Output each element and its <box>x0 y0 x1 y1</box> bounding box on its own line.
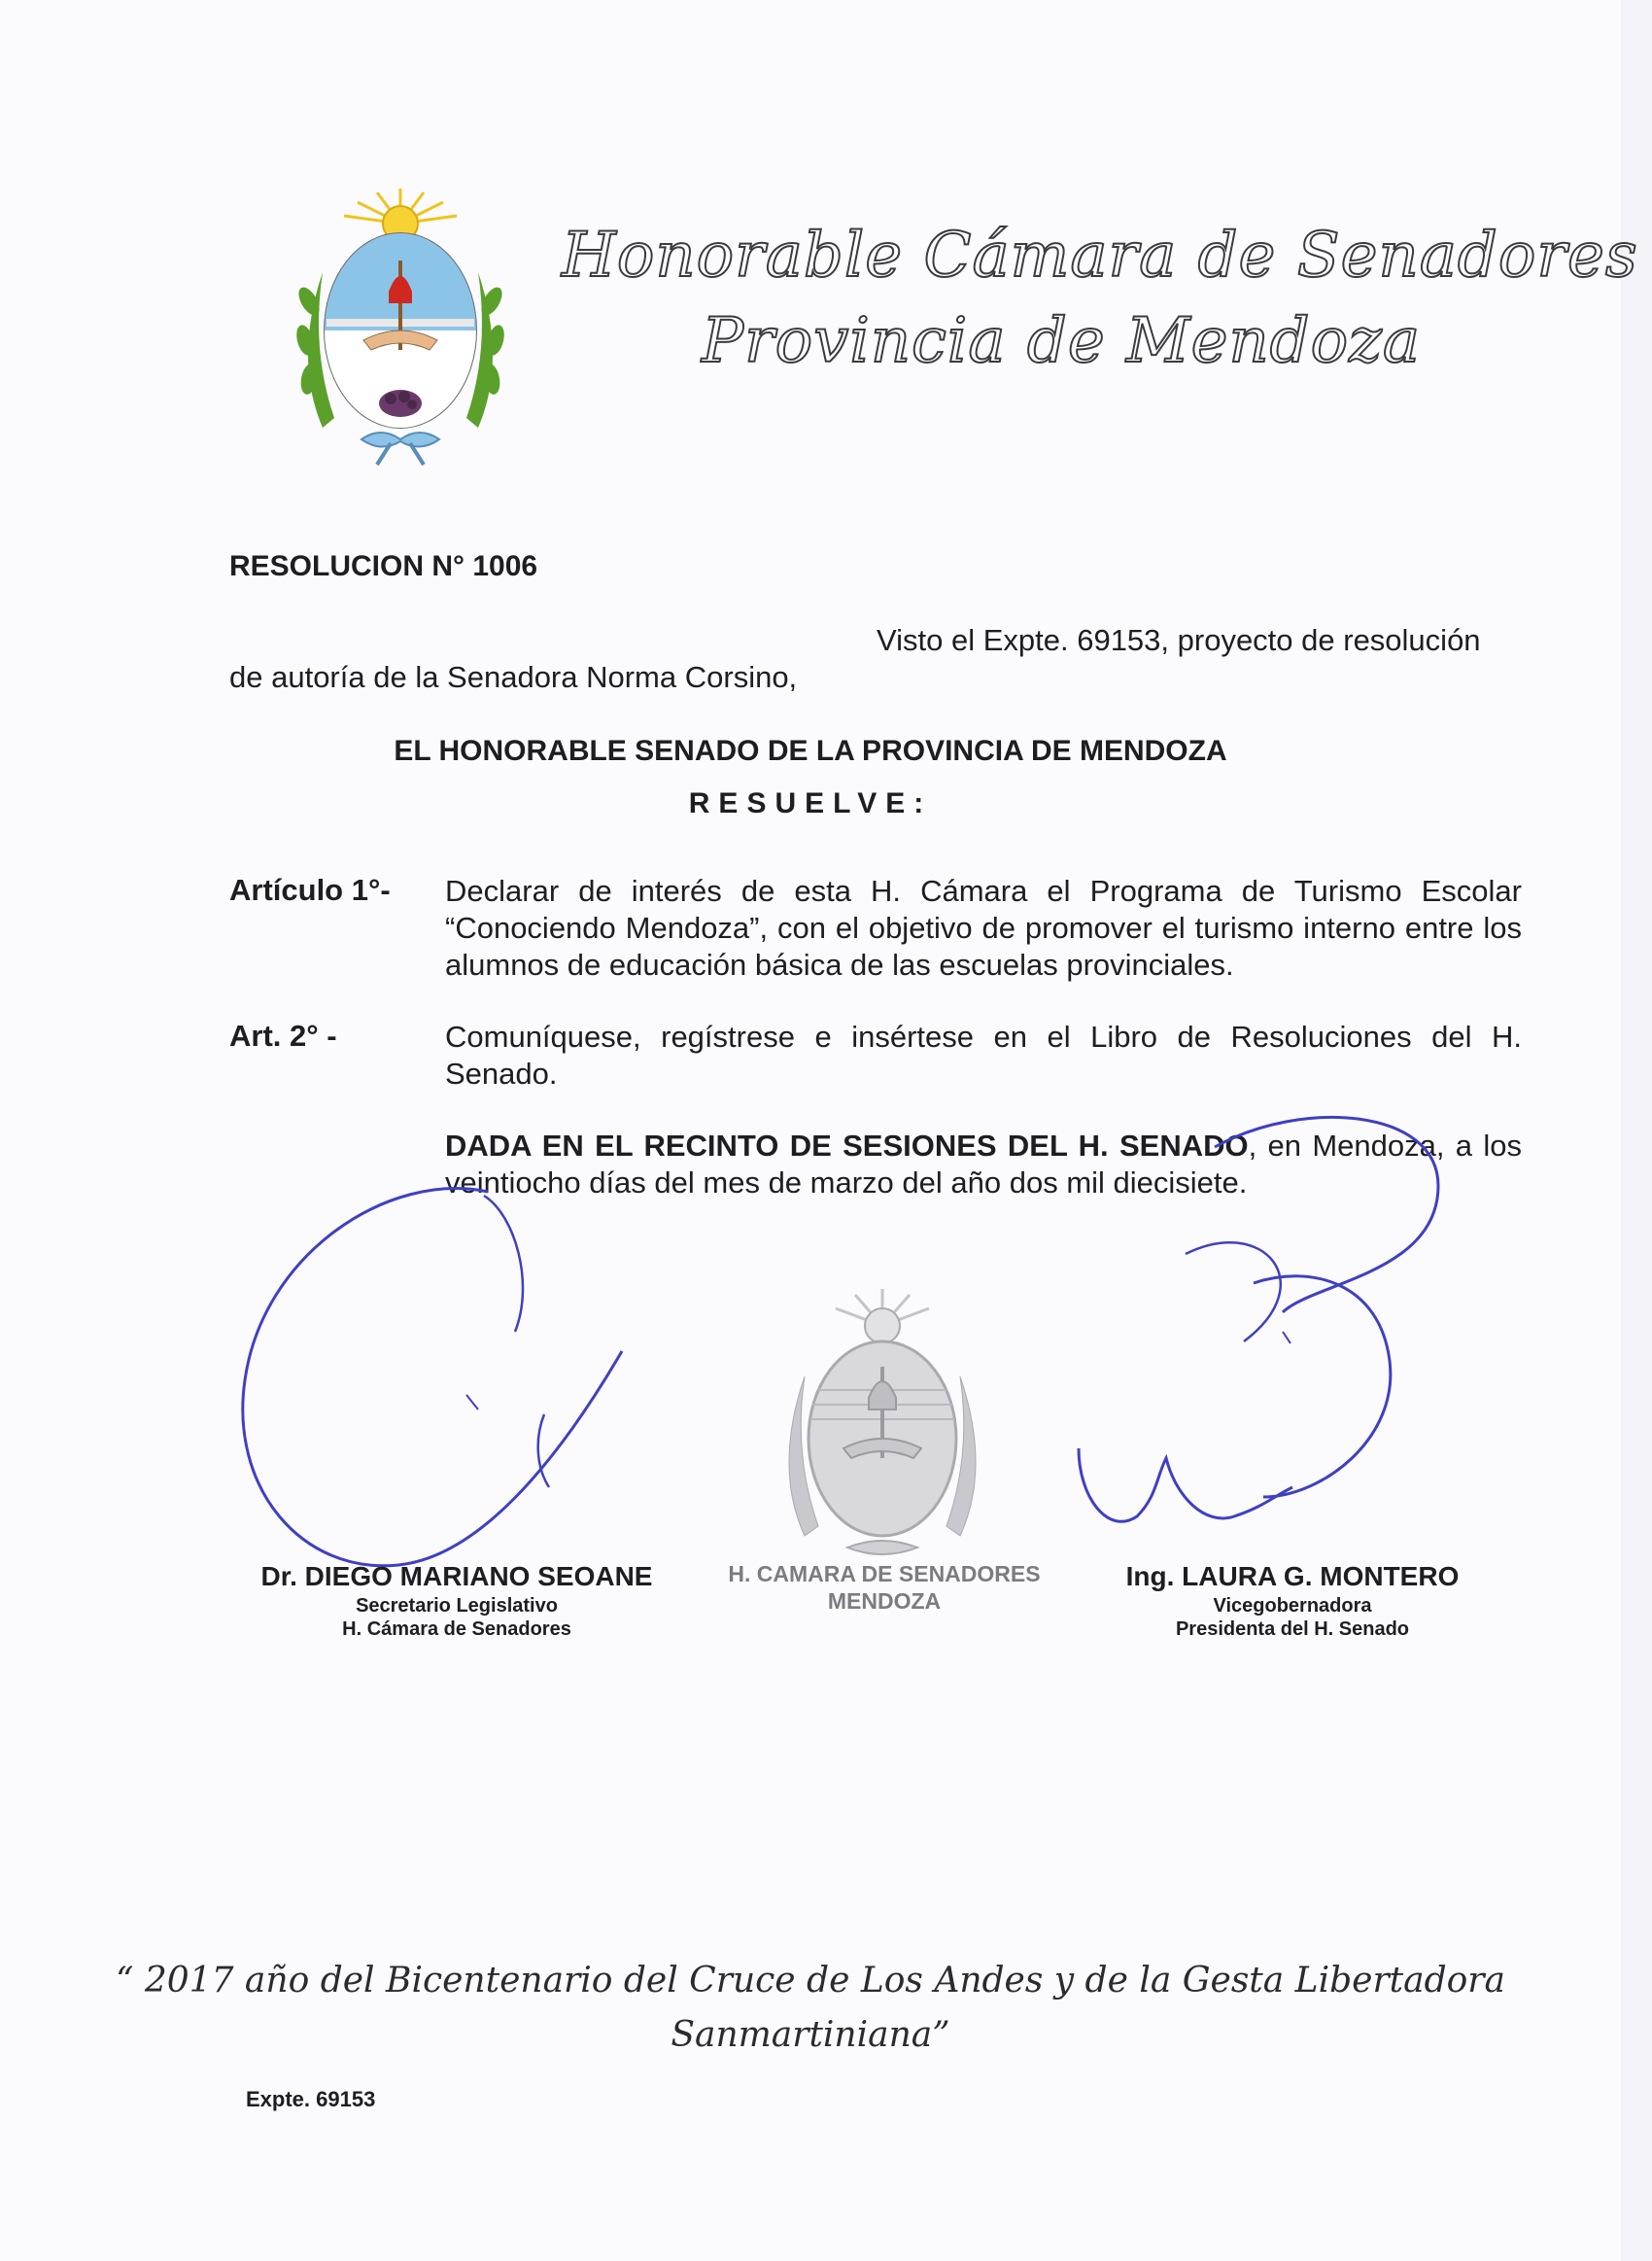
signer-left-role: Secretario Legislativo <box>356 1595 558 1617</box>
signature-left-icon <box>224 1176 671 1584</box>
signer-right-name: Ing. LAURA G. MONTERO <box>1125 1561 1460 1591</box>
resolution-number: RESOLUCION N° 1006 <box>229 550 538 582</box>
signer-right-role: Vicegobernadora <box>1213 1595 1372 1617</box>
motto-line-2: Sanmartiniana” <box>671 2015 950 2055</box>
header-province-name: Provincia de Mendoza <box>702 305 1422 377</box>
visto-line-1: Visto el Expte. 69153, proyecto de resolución <box>877 623 1481 657</box>
resuelve-heading: RESUELVE: <box>688 787 933 819</box>
motto-line-1: “ 2017 año del Bicentenario del Cruce de Los Andes y de la Gesta Libertadora <box>116 1961 1505 2000</box>
footer-expediente: Expte. 69153 <box>246 2087 376 2111</box>
header-chamber-name: Honorable Cámara de Senadores <box>562 220 1638 292</box>
signer-left-org: H. Cámara de Senadores <box>342 1618 571 1640</box>
signature-right-icon <box>1069 1089 1477 1555</box>
article-1-label: Artículo 1°- <box>229 873 391 907</box>
article-1-text: Declarar de interés de esta H. Cámara el Programa de Turismo Escolar “Conociendo Mendoza”, con el objetivo de promover el turismo interno entre los alumnos de educación básica de las escuelas provinciales. <box>445 874 1522 982</box>
embossed-seal-icon <box>766 1283 999 1575</box>
coat-of-arms-icon <box>284 185 517 467</box>
seal-caption-line-2: MENDOZA <box>827 1588 942 1614</box>
visto-paragraph <box>229 622 1522 696</box>
dada-rest: , en Mendoza, a los veintiocho días del mes de marzo del año dos mil diecisiete. <box>445 1129 1522 1200</box>
visto-line-2: de autoría de la Senadora Norma Corsino, <box>229 660 798 694</box>
signer-right-org: Presidenta del H. Senado <box>1175 1618 1410 1640</box>
signer-left-name: Dr. DIEGO MARIANO SEOANE <box>260 1561 653 1591</box>
dada-bold: DADA EN EL RECINTO DE SESIONES DEL H. SENADO <box>445 1129 1249 1163</box>
seal-caption-line-1: H. CAMARA DE SENADORES <box>728 1561 1041 1586</box>
senado-heading: EL HONORABLE SENADO DE LA PROVINCIA DE MENDOZA <box>394 735 1227 767</box>
article-2-label: Art. 2° - <box>229 1019 337 1053</box>
article-2-text: Comuníquese, regístrese e insértese en el Libro de Resoluciones del H. Senado. <box>445 1020 1522 1091</box>
